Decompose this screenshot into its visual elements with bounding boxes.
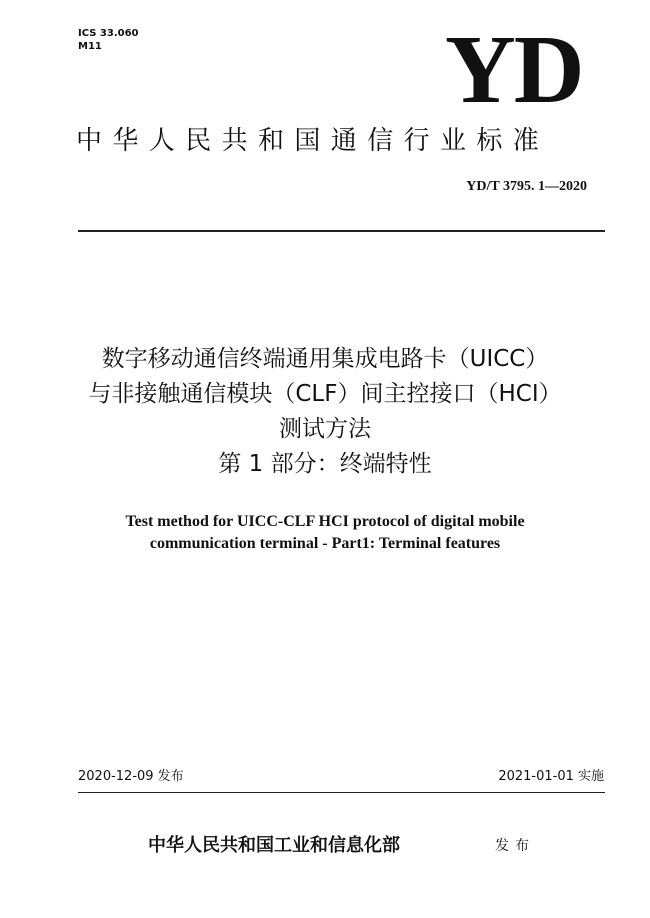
english-title-line-2: communication terminal - Part1: Terminal features: [149, 535, 501, 552]
ics-block: [78, 27, 139, 53]
chinese-title-line-1: 数字移动通信终端通用集成电路卡（UICC）: [101, 346, 549, 372]
top-divider: [78, 230, 605, 232]
ics-code: ICS 33.060: [78, 28, 139, 39]
chinese-title-line-2: 与非接触通信模块（CLF）间主控接口（HCI）: [88, 381, 562, 407]
issue-date: 2020-12-09 发布: [78, 769, 184, 784]
chinese-title: [40, 342, 610, 482]
bottom-divider: [78, 792, 605, 793]
chinese-title-line-3: 测试方法: [279, 416, 371, 442]
implementation-date: 2021-01-01 实施: [498, 769, 604, 784]
standard-category: 中华人民共和国通信行业标准: [76, 126, 550, 156]
yd-logo: YD: [445, 16, 583, 124]
classification-code: M11: [78, 41, 102, 52]
standard-number: YD/T 3795. 1—2020: [466, 179, 587, 194]
publisher-name: 中华人民共和国工业和信息化部: [148, 835, 400, 856]
english-title-line-1: Test method for UICC-CLF HCI protocol of digital mobile: [125, 513, 525, 530]
publish-label: 发布: [495, 838, 535, 854]
english-title: [40, 511, 610, 555]
chinese-title-line-4: 第 1 部分：终端特性: [218, 451, 432, 477]
